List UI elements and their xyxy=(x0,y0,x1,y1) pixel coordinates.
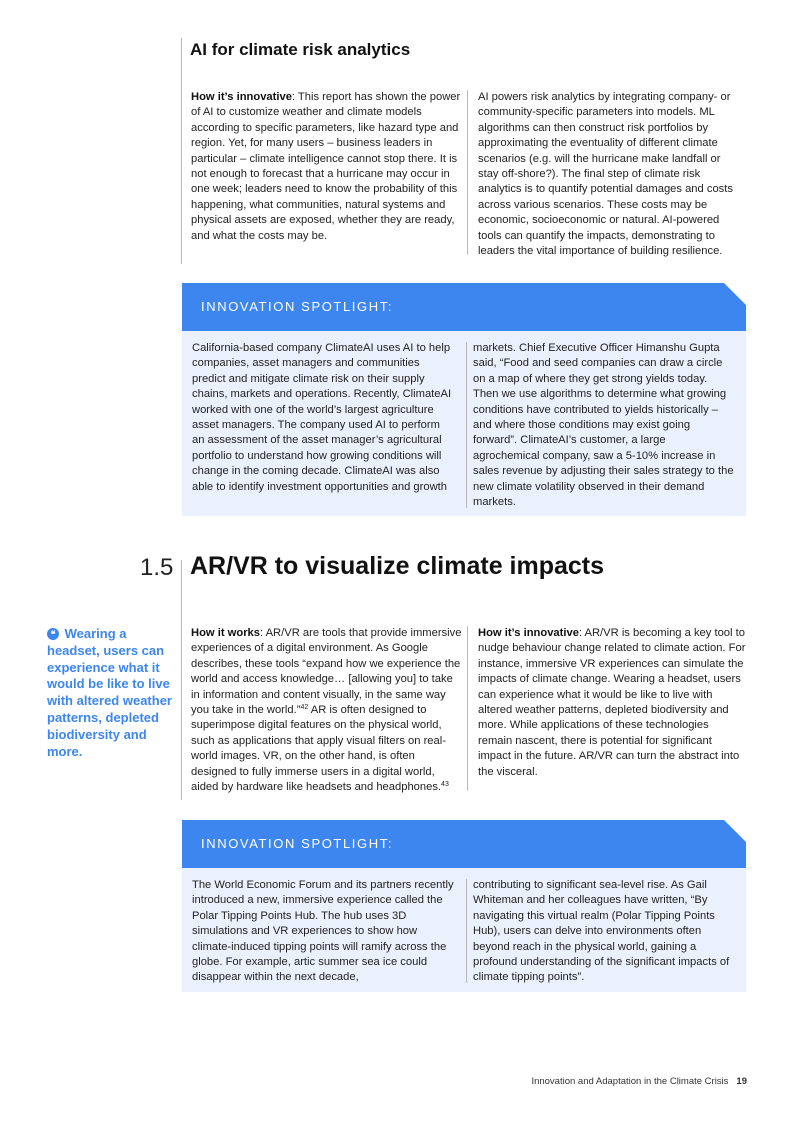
spotlight-right-column: contributing to significant sea-level rise. As Gail Whiteman and her colleagues have written, “By navigating this virtual realm (Polar Tipping Points Hub), users can delve into environments often beyond reach in the physical world, gaining a profound understanding of the significant impacts of climate tipping points”. xyxy=(473,879,730,984)
section-a-right-column: AI powers risk analytics by integrating company- or community-specific parameters into models. ML algorithms can then construct risk portfolios by approximating the eventuality of different climate scenarios (e.g. will the hurricane make landfall or stay off-shore?). The final step of climate risk analytics is to quantify potential damages and costs across various scenarios. These costs may be economic, socioeconomic or natural. AI-powered tools can quantify the impacts, demonstrating to leaders the vital importance of building resilience. xyxy=(478,91,733,258)
section-a-rule xyxy=(181,38,182,264)
folded-corner xyxy=(724,820,746,842)
spotlight-right-column: markets. Chief Executive Officer Himanshu Gupta said, “Food and seed companies can draw a circle on a map of where they get strong yields today. Then we use algorithms to determine what growing conditions have contributed to yields historically – and where those conditions may exist going forward”. ClimateAI’s customer, a large agrochemical company, saw a 5-10% increase in sales revenue by adjusting their sales strategy to the new climate volatility observed in their demand markets. xyxy=(473,342,734,509)
section-title: AR/VR to visualize climate impacts xyxy=(190,552,605,580)
footnote-ref: 43 xyxy=(441,781,449,789)
column-divider xyxy=(467,626,468,791)
lead-label: How it’s innovative xyxy=(478,627,579,639)
section-a-left-column xyxy=(191,90,461,244)
section-b-left-column xyxy=(191,626,463,795)
page-number: 19 xyxy=(736,1076,747,1087)
folded-corner xyxy=(724,283,746,305)
page-footer xyxy=(531,1076,747,1087)
innovation-spotlight-body xyxy=(182,868,746,992)
footer-title: Innovation and Adaptation in the Climate Crisis xyxy=(531,1076,729,1087)
footnote-ref: 42 xyxy=(300,704,309,712)
spotlight-label: INNOVATION SPOTLIGHT: xyxy=(201,836,394,851)
innovation-spotlight-header xyxy=(182,820,746,868)
column-divider xyxy=(467,90,468,255)
spotlight-label: INNOVATION SPOTLIGHT: xyxy=(201,299,394,314)
column-divider xyxy=(466,879,467,983)
section-heading: AI for climate risk analytics xyxy=(190,40,411,59)
spotlight-left-column: California-based company ClimateAI uses AI to help companies, asset managers and communities predict and mitigate climate risk on their supply chains, markets and operations. Recently, ClimateAI worked with one of the world’s largest agriculture asset managers. The company used AI to perform an assessment of the asset manager’s agricultural portfolio to understand how growing conditions will change in the coming decade. ClimateAI was also able to identify investment opportunities and growth xyxy=(192,342,452,493)
section-b-rule xyxy=(181,560,182,800)
section-b-right-column xyxy=(478,626,746,780)
lead-label: How it’s innovative xyxy=(191,91,292,103)
spotlight-left-column: The World Economic Forum and its partners recently introduced a new, immersive experience called the Polar Tipping Points Hub. The hub uses 3D simulations and VR experiences to show how climate-induced tipping points will ramify across the globe. For example, artic summer sea ice could disappear within the next decade, xyxy=(192,879,454,984)
innovation-spotlight-header xyxy=(182,283,746,331)
column-divider xyxy=(466,342,467,508)
paragraph-text: : This report has shown the power of AI to customize weather and climate models according to specific parameters, like hazard type and region. Yet, for many users – business leaders in particular – climate intelligence cannot stop there. It is not enough to forecast that a hurricane may occur in one week; leaders need to know the probability of this happening, what communities, natural systems and physical assets are exposed, whether they are ready, and what the costs may be. xyxy=(191,91,461,242)
pull-quote xyxy=(47,626,172,760)
paragraph-text: : AR/VR is becoming a key tool to nudge behaviour change related to climate action. For instance, immersive VR experiences can simulate the impacts of climate change. Wearing a headset, users can experience what it would be like to live with altered weather patterns, depleted biodiversity and more. While applications of these technologies remain nascent, there is potential for significant impact in the future. AR/VR can turn the abstract into the visceral. xyxy=(478,627,746,778)
pull-quote-text: Wearing a headset, users can experience what it would be like to live with altered weather patterns, depleted biodiversity and more. xyxy=(47,626,172,759)
innovation-spotlight-body xyxy=(182,331,746,516)
quote-icon: ❝ xyxy=(47,628,59,640)
section-number: 1.5 xyxy=(140,554,174,581)
paragraph-text: AR is often designed to superimpose digital features on the physical world, such as applications that apply visual filters on real-world images. VR, on the other hand, is often designed to fully immerse users in a digital world, aided by hardware like headsets and headphones. xyxy=(191,704,446,794)
paragraph-text: : AR/VR are tools that provide immersive experiences of a digital environment. As Google describes, these tools “expand how we experience the world and access knowledge… [allowing you] to take in information and content visually, in the same way you take in the world.” xyxy=(191,627,462,717)
lead-label: How it works xyxy=(191,627,260,639)
